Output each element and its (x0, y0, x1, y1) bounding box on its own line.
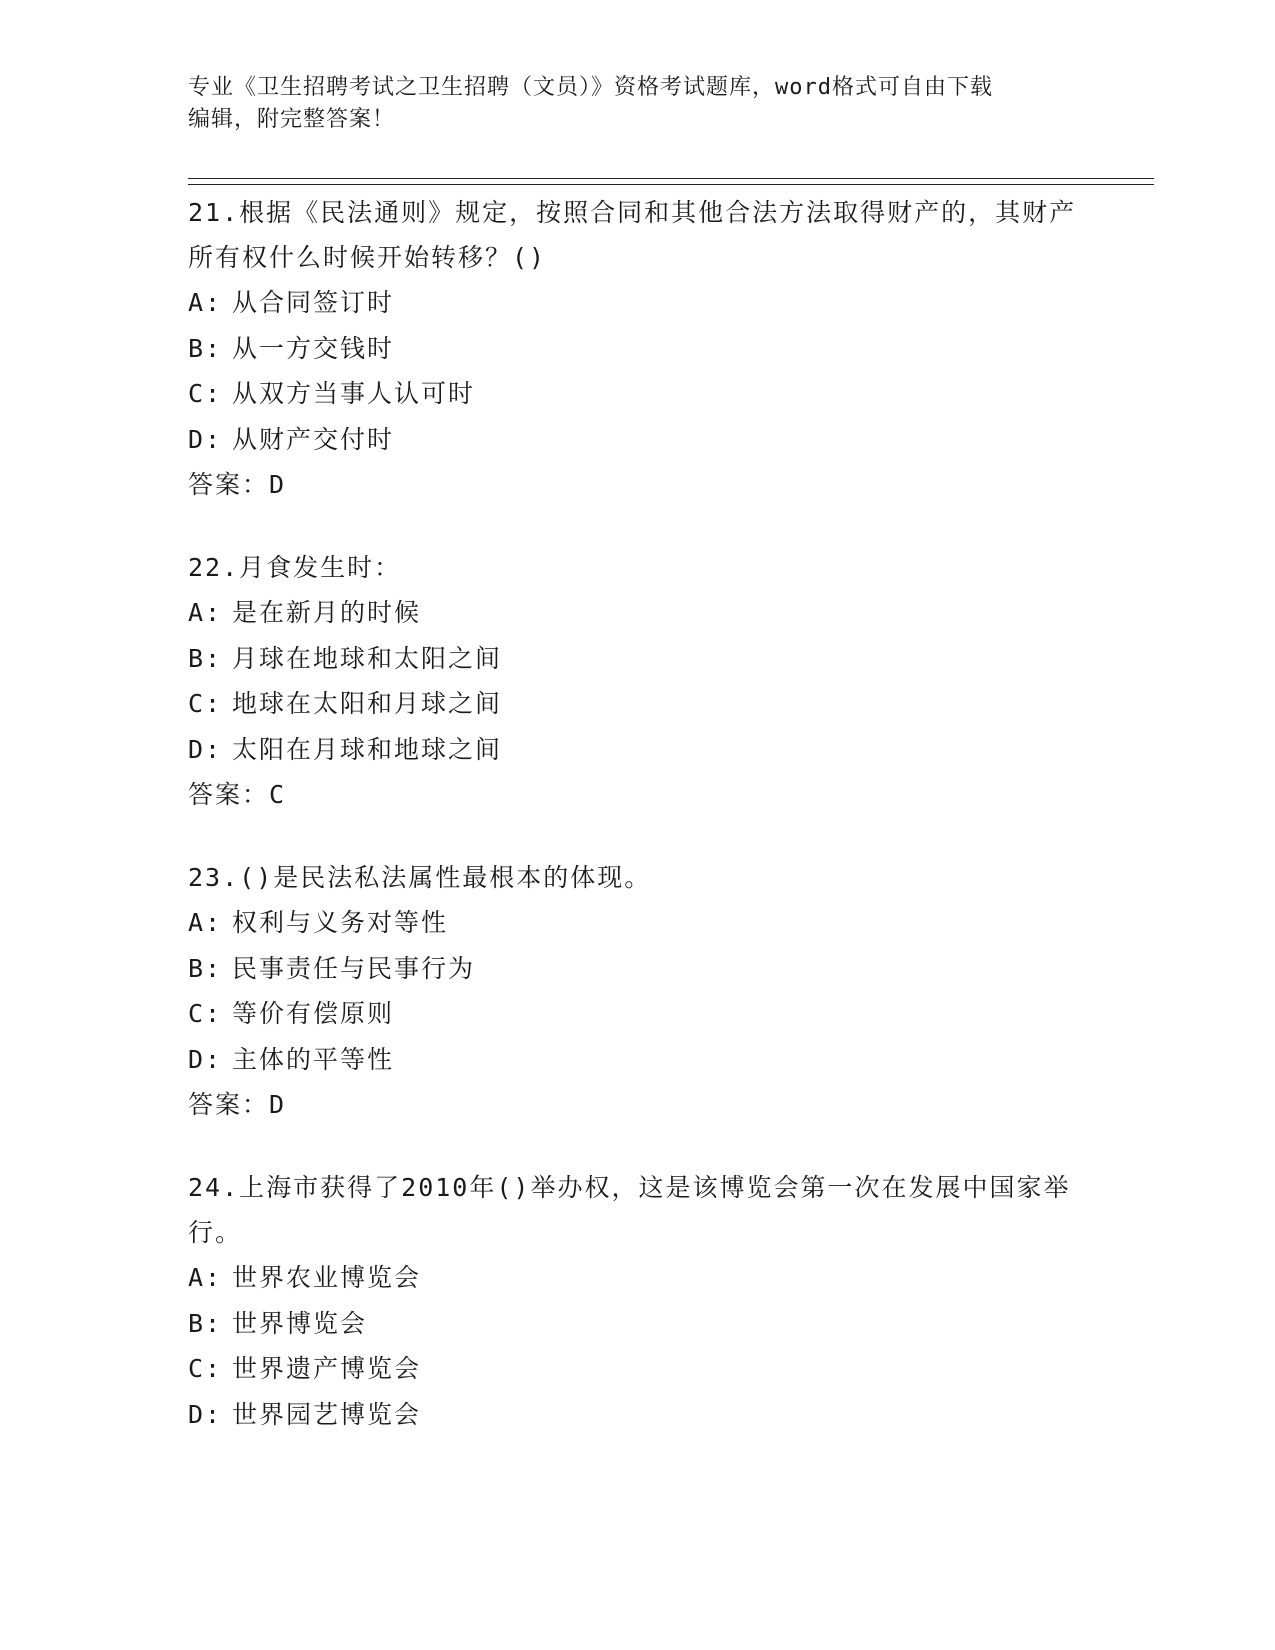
answer-value: D (269, 1090, 287, 1119)
option-c (188, 371, 1088, 417)
option-b (188, 1301, 1088, 1347)
option-letter: A: (188, 598, 223, 627)
option-d (188, 417, 1088, 463)
option-a (188, 590, 1088, 636)
option-letter: C: (188, 999, 223, 1028)
option-b (188, 636, 1088, 682)
option-text: 民事责任与民事行为 (232, 953, 476, 983)
answer-line (188, 462, 1088, 507)
answer-label: 答案： (188, 1090, 270, 1119)
option-letter: A: (188, 288, 223, 317)
question-21 (188, 190, 1088, 507)
option-letter: C: (188, 689, 223, 718)
option-c (188, 681, 1088, 727)
answer-line (188, 1082, 1088, 1127)
question-text: 23.()是民法私法属性最根本的体现。 (188, 863, 652, 892)
question-text: 21.根据《民法通则》规定，按照合同和其他合法方法取得财产的，其财产所有权什么时候开始转移？() (188, 198, 1077, 272)
option-a (188, 1255, 1088, 1301)
option-letter: D: (188, 424, 223, 454)
option-text: 从一方交钱时 (232, 333, 395, 363)
option-text: 地球在太阳和月球之间 (232, 689, 503, 718)
question-text: 24.上海市获得了2010年()举办权，这是该博览会第一次在发展中国家举行。 (188, 1173, 1071, 1247)
option-a (188, 280, 1088, 326)
option-letter: B: (188, 1308, 223, 1338)
option-text: 是在新月的时候 (232, 598, 422, 627)
header-line-1: 专业《卫生招聘考试之卫生招聘（文员）》资格考试题库，word格式可自由下载 (188, 75, 993, 100)
answer-value: C (269, 780, 287, 809)
question-text: 22.月食发生时： (188, 553, 402, 582)
option-text: 月球在地球和太阳之间 (232, 643, 503, 673)
answer-label: 答案： (188, 780, 270, 809)
answer-label: 答案： (188, 470, 270, 499)
option-letter: B: (188, 333, 223, 363)
header-divider-top (188, 178, 1154, 179)
option-letter: D: (188, 734, 223, 764)
question-24 (188, 1165, 1088, 1437)
option-b (188, 326, 1088, 372)
option-text: 权利与义务对等性 (232, 908, 449, 937)
option-letter: A: (188, 908, 223, 937)
option-d (188, 1392, 1088, 1438)
option-d (188, 727, 1088, 773)
option-text: 主体的平等性 (232, 1044, 395, 1074)
option-letter: C: (188, 379, 223, 408)
option-text: 太阳在月球和地球之间 (232, 734, 503, 764)
option-letter: B: (188, 643, 223, 673)
option-text: 从合同签订时 (232, 288, 395, 317)
header-line-2: 编辑，附完整答案！ (188, 107, 396, 132)
header-divider-bottom (188, 184, 1154, 185)
option-text: 世界农业博览会 (232, 1263, 422, 1292)
option-text: 世界园艺博览会 (232, 1399, 422, 1429)
option-letter: C: (188, 1354, 223, 1383)
option-letter: B: (188, 953, 223, 983)
question-list (188, 190, 1088, 1475)
option-d (188, 1037, 1088, 1083)
question-23 (188, 855, 1088, 1127)
document-header (188, 72, 1088, 136)
answer-line (188, 772, 1088, 817)
option-text: 从双方当事人认可时 (232, 379, 476, 408)
option-c (188, 1346, 1088, 1392)
question-22 (188, 545, 1088, 817)
option-b (188, 946, 1088, 992)
option-text: 世界遗产博览会 (232, 1354, 422, 1383)
answer-value: D (269, 470, 287, 499)
option-text: 从财产交付时 (232, 424, 395, 454)
option-text: 等价有偿原则 (232, 999, 395, 1028)
option-c (188, 991, 1088, 1037)
option-letter: D: (188, 1044, 223, 1074)
option-letter: D: (188, 1399, 223, 1429)
option-letter: A: (188, 1263, 223, 1292)
option-a (188, 900, 1088, 946)
option-text: 世界博览会 (232, 1308, 368, 1338)
